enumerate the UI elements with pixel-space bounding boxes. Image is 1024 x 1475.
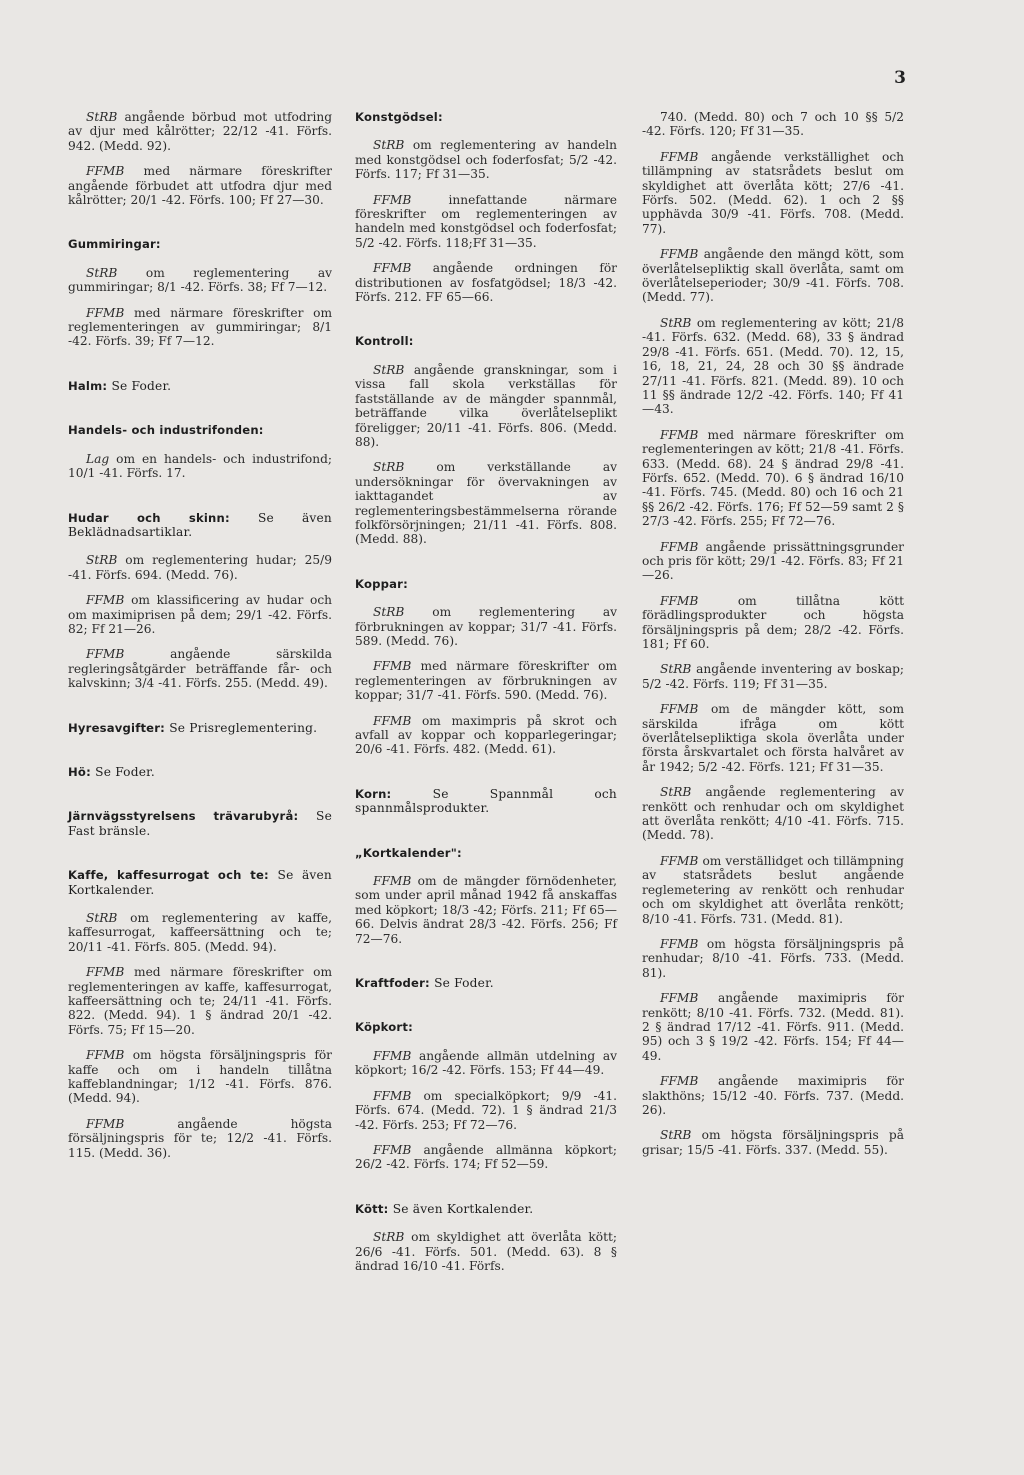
entry-decree-type: FFMB [86,647,125,662]
column-3 [642,110,904,1168]
section-heading [68,809,332,838]
index-entry [642,316,904,417]
index-section [68,237,332,348]
entry-text: med närmare föreskrifter om reglementeringen av förbrukningen av koppar; 31/7 -41. Förfs. 590. (Medd. 76). [355,659,617,703]
entry-text: om reglementering av gummiringar; 8/1 -42. Förfs. 38; Ff 7—12. [68,265,332,295]
index-entry [355,460,617,546]
entry-text: om verställidget och tillämpning av statsrådets beslut angående reglemetering av renkött och renhudar och om skyldighet att överlåta renkött; 8/10 -41. Förfs. 731. (Medd. 81). [642,853,904,926]
entry-text: 740. (Medd. 80) och 7 och 10 §§ 5/2 -42. Förfs. 120; Ff 31—35. [642,110,904,139]
index-entry [642,785,904,843]
entry-text: angående maximipris för slakthöns; 15/12 -40. Förfs. 737. (Medd. 26). [642,1074,904,1117]
entry-text: om högsta försäljningspris på grisar; 15/5 -41. Förfs. 337. (Medd. 55). [642,1128,904,1157]
index-entry [355,138,617,181]
index-entry [642,991,904,1063]
entry-text: om de mängder kött, som särskilda ifråga om kött överlåtelsepliktiga skola överlåta under första årskvartalet och första halvåret av år 1942; 5/2 -42. Förfs. 121; Ff 31—35. [642,702,904,774]
entry-text: angående högsta försäljningspris för te; 12/2 -41. Förfs. 115. (Medd. 36). [68,1116,332,1160]
index-entry [355,1230,617,1273]
index-entry [355,605,617,648]
index-section [68,765,332,779]
entry-text: om skyldighet att överlåta kött; 26/6 -41. Förfs. 501. (Medd. 63). 8 § ändrad 16/10 -41. Förfs. [355,1230,617,1273]
section-heading-title: Korn: [355,786,392,801]
section-heading [68,237,332,251]
entry-decree-type: FFMB [660,593,699,608]
entry-text: angående särskilda regleringsåtgärder beträffande får- och kalvskinn; 3/4 -41. Förfs. 255. (Medd. 49). [68,647,332,691]
entry-decree-type: StRB [86,110,118,124]
entry-text: angående allmänna köpkort; 26/2 -42. Förfs. 174; Ff 52—59. [355,1142,618,1172]
section-heading-title: Kaffe, kaffesurrogat och te: [68,868,269,883]
index-section [68,868,332,1160]
entry-decree-type: FFMB [373,192,412,207]
entry-decree-type: Lag [86,451,110,466]
entry-text: om specialköpkort; 9/9 -41. Förfs. 674. (Medd. 72). 1 § ändrad 21/3 -42. Förfs. 253; Ff 72—76. [355,1088,618,1132]
index-entry [68,1048,332,1106]
entry-text: angående reglementering av renkött och renhudar och om skyldighet att överlåta renkött; 4/10 -41. Förfs. 715. (Medd. 78). [642,785,904,843]
entry-text: om klassificering av hudar och om maximiprisen på dem; 29/1 -42. Förfs. 82; Ff 21—26. [68,593,332,636]
section-heading [68,379,332,393]
entry-decree-type: FFMB [660,702,699,717]
index-entry [355,874,617,946]
section-heading-reference: Se Spannmål och spannmålsprodukter. [355,786,617,816]
index-section [355,846,617,946]
section-heading-reference: Se Foder. [111,378,172,393]
entry-decree-type: FFMB [373,1088,412,1103]
index-entry [68,911,332,954]
section-heading-reference: Se även Beklädnadsartiklar. [68,510,332,539]
section-heading [68,511,332,540]
section-heading [355,1202,617,1216]
section-heading [68,765,332,779]
entry-decree-type: FFMB [660,247,699,262]
entry-decree-type: FFMB [86,1116,125,1131]
entry-decree-type: StRB [373,362,405,377]
section-heading-reference: Se även Kortkalender. [392,1201,534,1216]
entry-text: angående maximipris för renkött; 8/10 -41. Förfs. 732. (Medd. 81). 2 § ändrad 17/12 -41. Förfs. 911. (Medd. 95) och 3 § 19/2 -42. Förfs. 154; Ff 44—49. [642,991,904,1063]
entry-decree-type: FFMB [373,1142,412,1157]
index-entry [642,150,904,236]
entry-decree-type: FFMB [373,1048,412,1063]
section-heading [355,787,617,816]
entry-text: om högsta försäljningspris på renhudar; 8/10 -41. Förfs. 733. (Medd. 81). [642,936,905,980]
index-section [68,423,332,480]
entry-decree-type: StRB [660,785,692,800]
entry-decree-type: FFMB [660,149,699,164]
entry-text: med närmare föreskrifter om reglementeringen av kött; 21/8 -41. Förfs. 633. (Medd. 68). 24 § ändrad 29/8 -41. Förfs. 652. (Medd. 70). 6 § ändrad 16/10 -41. Förfs. 745. (Medd. 80) och 16 och 21 §§ 26/2 -42. Förfs. 176; Ff 52—59 samt 2 § 27/3 -42. Förfs. 255; Ff 72—76. [642,427,904,529]
index-entry [642,1074,904,1117]
entry-decree-type: StRB [86,265,118,280]
index-entry [642,662,904,691]
entry-decree-type: FFMB [660,1074,699,1089]
index-entry [68,553,332,582]
entry-text: om reglementering av kaffe, kaffesurrogat, kaffeersättning och te; 20/11 -41. Förfs. 805. (Medd. 94). [68,911,332,954]
column-2 [355,110,617,1284]
index-entry [355,1049,617,1078]
entry-decree-type: FFMB [660,427,699,442]
index-section [355,976,617,990]
entry-decree-type: StRB [373,605,405,620]
index-entry [642,540,904,583]
entry-text: om reglementering av handeln med konstgödsel och foderfosfat; 5/2 -42. Förfs. 117; Ff 31—35. [355,138,618,182]
section-heading-title: Koppar: [355,576,408,591]
section-heading [68,423,332,437]
index-section [355,1202,617,1274]
entry-text: angående allmän utdelning av köpkort; 16/2 -42. Förfs. 153; Ff 44—49. [355,1048,617,1078]
section-heading [355,846,617,860]
index-entry [355,714,617,757]
entry-text: angående ordningen för distributionen av fosfatgödsel; 18/3 -42. Förfs. 212. FF 65—66. [355,261,618,305]
entry-text: angående verkställighet och tillämpning av statsrådets beslut om skyldighet att överlåta kött; 27/6 -41. Förfs. 502. (Medd. 62). 1 och 2 §§ upphävda 30/9 -41. Förfs. 708. (Medd. 77). [642,149,905,236]
entry-decree-type: StRB [660,315,692,330]
index-entry [642,428,904,529]
index-entry [355,193,617,251]
section-heading-title: Järnvägsstyrelsens trävarubyrå: [68,809,299,824]
entry-text: angående granskningar, som i vissa fall skola verkställas för fastställande av de mängder spannmål, beträffande vilka överlåtelseplikt föreligger; 20/11 -41. Förfs. 806. (Medd. 88). [355,362,618,449]
entry-decree-type: FFMB [660,539,699,554]
index-entry [68,647,332,690]
index-entry [642,937,904,980]
entry-text: om verkställande av undersökningar för övervakningen av iakttagandet av reglementeringsbestämmelserna rörande folkförsörjningen; 21/11 -41. Förfs. 808. (Medd. 88). [355,460,617,547]
index-entry [68,164,332,207]
index-section [355,334,617,546]
entry-decree-type: FFMB [373,874,412,889]
entry-decree-type: StRB [86,911,118,925]
entry-decree-type: StRB [373,1230,405,1245]
section-heading-reference: Se Prisreglementering. [169,720,318,735]
section-heading-title: Hudar och skinn: [68,510,230,525]
section-heading [68,721,332,735]
index-entry [355,1089,617,1132]
entry-text: med närmare föreskrifter om reglementeringen av gummiringar; 8/1 -42. Förfs. 39; Ff 7—12. [68,305,332,349]
index-section [68,110,332,207]
entry-text: angående den mängd kött, som överlåtelsepliktig skall överlåta, samt om överlåtelseperioder; 30/9 -41. Förfs. 708. (Medd. 77). [642,247,905,305]
entry-text: om reglementering av kött; 21/8 -41. Förfs. 632. (Medd. 68), 33 § ändrad 29/8 -41. Förfs. 651. (Medd. 70). 12, 15, 16, 18, 21, 24, 28 och 30 §§ ändrade 27/11 -41. Förfs. 821. (Medd. 89). 10 och 11 §§ ändrade 12/2 -42. Förfs. 140; Ff 41—43. [642,315,905,417]
index-section [642,110,904,1157]
index-section [355,110,617,304]
entry-text: om en handels- och industrifond; 10/1 -41. Förfs. 17. [68,451,333,481]
index-section [68,511,332,691]
index-section [355,577,617,757]
section-heading-title: Handels- och industrifonden: [68,423,264,438]
index-entry [68,306,332,349]
section-heading [355,976,617,990]
column-1 [68,110,332,1171]
section-heading-title: Kött: [355,1201,389,1216]
entry-decree-type: StRB [86,553,118,568]
section-heading-title: Kraftfoder: [355,976,430,991]
section-heading-reference: Se Fast bränsle. [68,809,332,838]
section-heading-title: Kontroll: [355,334,414,349]
entry-text: innefattande närmare föreskrifter om reglementeringen av handeln med konstgödsel och foderfosfat; 5/2 -42. Förfs. 118;Ff 31—35. [355,192,618,250]
section-heading-title: Hyresavgifter: [68,720,165,735]
entry-decree-type: FFMB [660,991,699,1006]
index-entry [642,594,904,652]
index-entry [642,1128,904,1157]
index-entry [642,854,904,926]
index-entry [642,702,904,774]
section-heading-reference: Se även Kortkalender. [68,868,332,897]
section-heading-title: Hö: [68,764,91,779]
section-heading-reference: Se Foder. [434,976,494,991]
entry-text: om reglementering av förbrukningen av koppar; 31/7 -41. Förfs. 589. (Medd. 76). [355,605,617,648]
entry-decree-type: FFMB [373,659,412,674]
entry-text: angående börbud mot utfodring av djur med kålrötter; 22/12 -41. Förfs. 942. (Medd. 92). [68,110,332,153]
entry-decree-type: StRB [660,1128,692,1143]
entry-text: angående prissättningsgrunder och pris för kött; 29/1 -42. Förfs. 83; Ff 21—26. [642,539,904,583]
entry-decree-type: FFMB [373,261,412,276]
entry-decree-type: StRB [660,662,692,677]
entry-decree-type: FFMB [86,305,125,320]
index-section [68,379,332,393]
index-section [355,787,617,816]
index-section [68,721,332,735]
index-entry [68,452,332,481]
section-heading [355,110,617,124]
index-entry [355,1143,617,1172]
section-heading-title: Halm: [68,378,108,393]
index-entry [642,110,904,139]
section-heading-title: Gummiringar: [68,237,161,252]
index-section [355,1020,617,1171]
section-heading [68,868,332,897]
index-entry [68,1117,332,1160]
entry-text: om högsta försäljningspris för kaffe och om i handeln tillåtna kaffeblandningar; 1/12 -41. Förfs. 876. (Medd. 94). [68,1048,332,1106]
section-heading-title: Köpkort: [355,1020,413,1035]
section-heading [355,577,617,591]
entry-text: om maximpris på skrot och avfall av koppar och kopparlegeringar; 20/6 -41. Förfs. 482. (Medd. 61). [355,713,617,757]
entry-text: om tillåtna kött förädlingsprodukter och högsta försäljningspris på dem; 28/2 -42. Förfs. 181; Ff 60. [642,593,904,651]
entry-decree-type: StRB [373,138,405,153]
index-section [68,809,332,838]
section-heading-title: Konstgödsel: [355,110,443,124]
entry-text: med närmare föreskrifter angående förbudet att utfodra djur med kålrötter; 20/1 -42. Förfs. 100; Ff 27—30. [68,164,332,208]
index-entry [355,659,617,702]
entry-text: om de mängder förnödenheter, som under april månad 1942 få anskaffas med köpkort; 18/3 -42; Förfs. 211; Ff 65—66. Delvis ändrat 28/3 -42. Förfs. 256; Ff 72—76. [355,874,617,946]
entry-decree-type: FFMB [373,713,412,728]
section-heading-reference: Se Foder. [95,764,155,779]
index-entry [68,965,332,1037]
entry-decree-type: StRB [373,460,405,475]
index-entry [68,266,332,295]
index-entry [642,247,904,305]
section-heading [355,1020,617,1034]
entry-text: angående inventering av boskap; 5/2 -42. Förfs. 119; Ff 31—35. [642,662,904,691]
entry-text: om reglementering hudar; 25/9 -41. Förfs. 694. (Medd. 76). [68,553,333,582]
entry-text: med närmare föreskrifter om reglementeringen av kaffe, kaffesurrogat, kaffeersättning och te; 24/11 -41. Förfs. 822. (Medd. 94). 1 § ändrad 20/1 -42. Förfs. 75; Ff 15—20. [68,965,332,1037]
entry-decree-type: FFMB [86,164,125,179]
entry-decree-type: FFMB [660,936,699,951]
index-entry [355,363,617,449]
index-entry [68,110,332,153]
page-number: 3 [894,68,906,88]
index-entry [68,593,332,636]
entry-decree-type: FFMB [660,853,699,868]
section-heading [355,334,617,348]
index-entry [355,261,617,304]
entry-decree-type: FFMB [86,593,125,608]
entry-decree-type: FFMB [86,1048,125,1063]
section-heading-title: „Kortkalender": [355,845,462,860]
entry-decree-type: FFMB [86,965,125,980]
